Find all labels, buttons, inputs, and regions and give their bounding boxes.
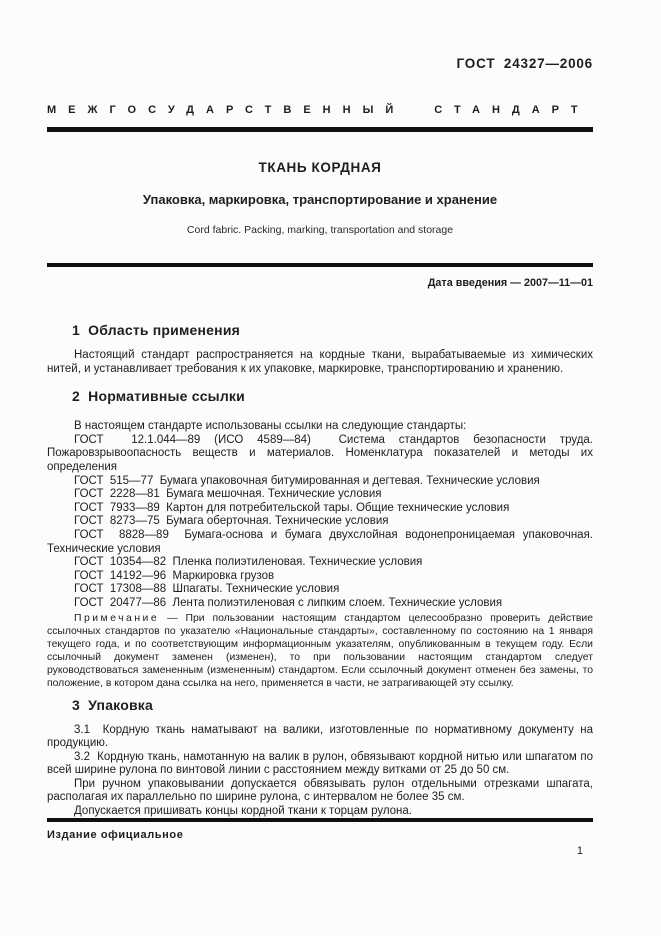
section-1-paragraph: Настоящий стандарт распространяется на кордные ткани, вырабатываемые из химических нитей, и устанавливает требования к их упаковке, маркировке, транспортированию и хранению.	[47, 349, 593, 375]
page-number: 1	[576, 845, 583, 857]
edition-label: Издание официальное	[47, 829, 184, 841]
reference-item: ГОСТ 17308—88 Шпагаты. Технические условия	[74, 583, 340, 596]
reference-item: ГОСТ 7933—89 Картон для потребительской тары. Общие технические условия	[74, 501, 510, 514]
section-heading-2: 2 Нормативные ссылки	[72, 388, 245, 405]
doc-number: ГОСТ 24327—2006	[456, 56, 593, 71]
section-heading-3: 3 Упаковка	[72, 696, 153, 713]
title-rule	[47, 263, 593, 267]
section-heading-1: 1 Область применения	[72, 322, 241, 338]
section-3-paragraph: При ручном упаковывании допускается обвязывать рулон отдельными отрезками шпагата, располагая их параллельно по ширине рулона, с интервалом не более 35 см.	[47, 777, 593, 804]
section-2-intro: В настоящем стандарте использованы ссылки на следующие стандарты:	[74, 420, 467, 433]
standard-type-label: МЕЖГОСУДАРСТВЕННЫЙ СТАНДАРТ	[47, 104, 590, 116]
header-rule	[47, 127, 593, 132]
section-3-paragraph: 3.2 Кордную ткань, намотанную на валик в рулон, обвязывают кордной нитью или шпагатом по всей ширине рулона по винтовой линии с расстоянием между витками от 25 до 50 см.	[47, 750, 593, 777]
effective-date: Дата введения — 2007—11—01	[427, 277, 593, 289]
reference-item: ГОСТ 8828—89 Бумага-основа и бумага двухслойная водонепроницаемая упаковочная. Технические условия	[47, 528, 593, 555]
note-label: Примечание	[74, 612, 160, 624]
reference-item: ГОСТ 14192—96 Маркировка грузов	[74, 569, 275, 582]
document-title: ТКАНЬ КОРДНАЯ	[258, 160, 382, 175]
section-3-paragraph: 3.1 Кордную ткань наматывают на валики, изготовленные по нормативному документу на продукцию.	[47, 723, 593, 750]
reference-item: ГОСТ 8273—75 Бумага оберточная. Технические условия	[74, 515, 389, 528]
reference-item: ГОСТ 10354—82 Пленка полиэтиленовая. Технические условия	[74, 556, 423, 569]
note-paragraph	[47, 612, 593, 690]
footer-rule	[47, 818, 593, 822]
document-title-en: Cord fabric. Packing, marking, transportation and storage	[186, 224, 454, 236]
reference-item: ГОСТ 20477—86 Лента полиэтиленовая с липким слоем. Технические условия	[74, 596, 503, 609]
reference-item: ГОСТ 515—77 Бумага упаковочная битумированная и дегтевая. Технические условия	[74, 474, 540, 487]
section-3-paragraph: Допускается пришивать концы кордной ткани к торцам рулона.	[74, 805, 413, 818]
reference-item: ГОСТ 2228—81 Бумага мешочная. Технические условия	[74, 488, 382, 501]
document-subtitle: Упаковка, маркировка, транспортирование и хранение	[142, 192, 498, 207]
note-text: — При пользовании настоящим стандартом целесообразно проверить действие ссылочных стандартов по указателю «Национальные стандарты», составленному по состоянию на 1 января текущего года, и по соответствующим информационным указателям, опубликованным в текущем году. Если ссылочный документ заменен (изменен), то при пользовании настоящим стандартом следует руководствоваться замененным (измененным) стандартом. Если ссылочный документ отменен без замены, то положение, в котором дана ссылка на него, применяется в части, не затрагивающей эту ссылку.	[47, 612, 593, 689]
reference-item: ГОСТ 12.1.044—89 (ИСО 4589—84) Система стандартов безопасности труда. Пожаровзрывоопасность веществ и материалов. Номенклатура показателей и методы их определения	[47, 433, 593, 473]
page-content	[47, 0, 593, 819]
